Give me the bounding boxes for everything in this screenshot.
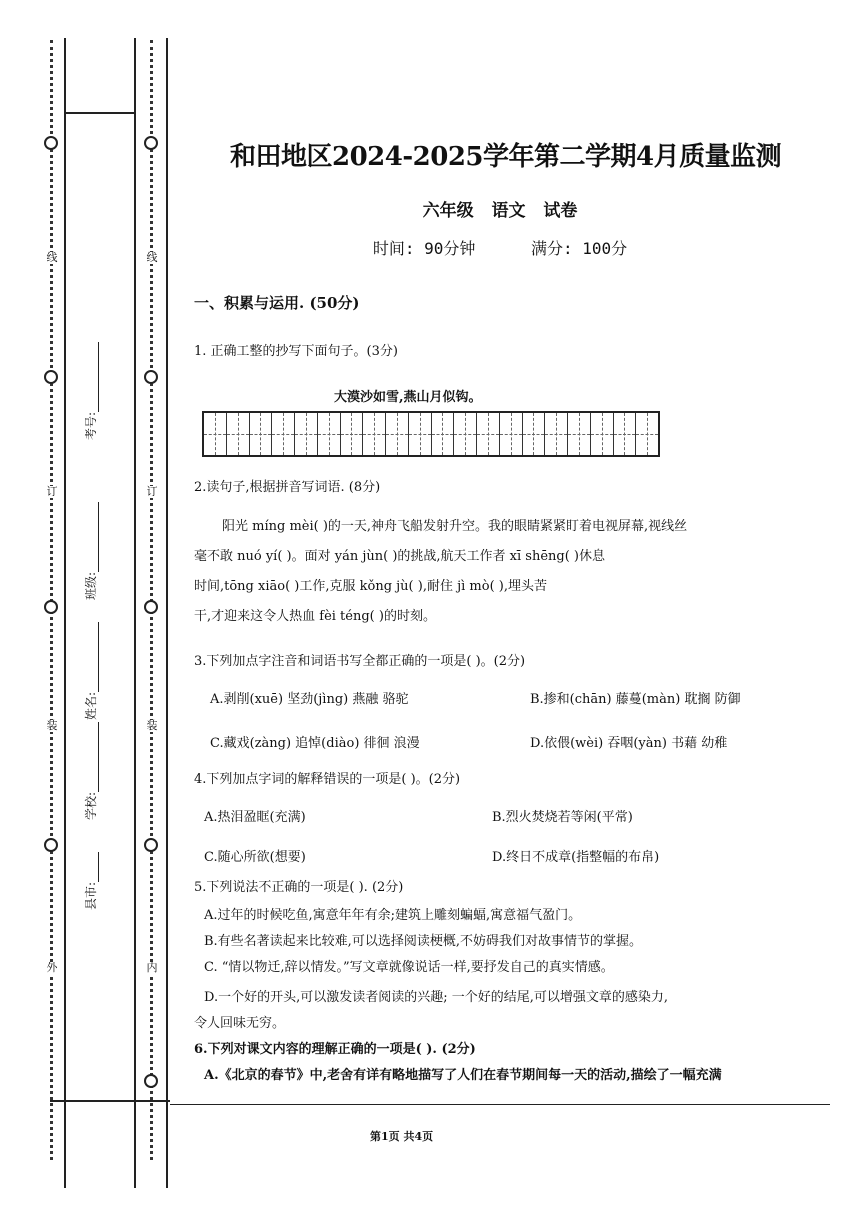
binding-circle bbox=[144, 600, 158, 614]
county-field[interactable] bbox=[82, 852, 99, 910]
type-label: 试卷 bbox=[543, 201, 578, 221]
q2-line: 时间,tōng xiāo( )工作,克服 kǒng jù( ),耐住 jì mò( ),埋头苦 bbox=[194, 579, 547, 594]
margin-mark: 线 bbox=[46, 251, 58, 264]
question-3: 3.下列加点字注音和词语书写全都正确的一项是( )。(2分) bbox=[194, 654, 526, 669]
q5-option-a[interactable]: A.过年的时候吃鱼,寓意年年有余;建筑上雕刻蝙蝠,寓意福气盈门。 bbox=[204, 908, 582, 923]
q5-option-d-cont: 令人回味无穷。 bbox=[194, 1016, 286, 1031]
q2-line: 干,才迎来这令人热血 fèi téng( )的时刻。 bbox=[194, 609, 436, 624]
name-label: 姓名: bbox=[84, 691, 98, 720]
margin-hline bbox=[66, 112, 134, 114]
county-label: 县市: bbox=[84, 881, 98, 910]
margin-mark: 线 bbox=[146, 251, 158, 264]
q4-option-d[interactable]: D.终日不成章(指整幅的布帛) bbox=[492, 850, 660, 865]
margin-mark: 外 bbox=[46, 961, 58, 974]
q3-option-d[interactable]: D.依偎(wèi) 吞咽(yàn) 书藉 幼稚 bbox=[530, 736, 728, 751]
page-footer: 第1页 共4页 bbox=[370, 1130, 434, 1143]
footer-divider bbox=[170, 1104, 830, 1105]
binding-circle bbox=[44, 370, 58, 384]
exam-subtitle bbox=[0, 196, 860, 221]
q3-option-a[interactable]: A.剥削(xuē) 坚劲(jìng) 燕融 骆驼 bbox=[210, 692, 409, 707]
margin-mark: 内 bbox=[146, 961, 158, 974]
q4-option-b[interactable]: B.烈火焚烧若等闲(平常) bbox=[492, 810, 633, 825]
time-info bbox=[0, 236, 860, 259]
section-heading: 一、积累与运用. (50分) bbox=[194, 294, 360, 312]
margin-mark: 装 bbox=[46, 719, 58, 732]
name-field[interactable] bbox=[82, 622, 99, 720]
q2-line: 毫不敢 nuó yí( )。面对 yán jùn( )的挑战,航天工作者 xī shēng( )休息 bbox=[194, 549, 605, 564]
binding-circle bbox=[144, 1074, 158, 1088]
school-field[interactable] bbox=[82, 722, 99, 820]
q4-option-c[interactable]: C.随心所欲(想要) bbox=[204, 850, 306, 865]
margin-mark: 订 bbox=[46, 485, 58, 498]
question-6: 6.下列对课文内容的理解正确的一项是( ). (2分) bbox=[194, 1042, 476, 1057]
time-limit: 时间: 90分钟 bbox=[372, 239, 476, 258]
copy-sentence: 大漠沙如雪,燕山月似钩。 bbox=[334, 390, 482, 405]
class-field[interactable] bbox=[82, 502, 99, 600]
question-2: 2.读句子,根据拼音写词语. (8分) bbox=[194, 480, 381, 495]
q5-option-d[interactable]: D.一个好的开头,可以激发读者阅读的兴趣; 一个好的结尾,可以增强文章的感染力, bbox=[204, 990, 669, 1005]
binding-circle bbox=[44, 600, 58, 614]
subject-label: 语文 bbox=[491, 201, 526, 221]
q4-option-a[interactable]: A.热泪盈眶(充满) bbox=[204, 810, 306, 825]
binding-circle bbox=[144, 370, 158, 384]
q3-option-c[interactable]: C.藏戏(zàng) 追悼(diào) 徘徊 浪漫 bbox=[210, 736, 420, 751]
binding-circle bbox=[144, 136, 158, 150]
question-5: 5.下列说法不正确的一项是( ). (2分) bbox=[194, 880, 404, 895]
exam-no-label: 考号: bbox=[84, 411, 98, 440]
q5-option-b[interactable]: B.有些名著读起来比较难,可以选择阅读梗概,不妨碍我们对故事情节的掌握。 bbox=[204, 934, 642, 949]
margin-mark: 装 bbox=[146, 719, 158, 732]
question-1: 1. 正确工整的抄写下面句子。(3分) bbox=[194, 344, 398, 359]
q2-line: 阳光 míng mèi( )的一天,神舟飞船发射升空。我的眼睛紧紧盯着电视屏幕,视线丝 bbox=[222, 519, 688, 534]
grade-label: 六年级 bbox=[422, 201, 474, 221]
margin-hline-bottom bbox=[50, 1100, 170, 1102]
exam-title: 和田地区2024-2025学年第二学期4月质量监测 bbox=[230, 142, 782, 172]
exam-no-field[interactable] bbox=[82, 342, 99, 440]
binding-circle bbox=[144, 838, 158, 852]
binding-circle bbox=[44, 136, 58, 150]
margin-mark: 订 bbox=[146, 485, 158, 498]
class-label: 班级: bbox=[84, 571, 98, 600]
writing-grid[interactable] bbox=[202, 411, 660, 457]
q6-option-a[interactable]: A.《北京的春节》中,老舍有详有略地描写了人们在春节期间每一天的活动,描绘了一幅充满 bbox=[204, 1068, 722, 1083]
question-4: 4.下列加点字词的解释错误的一项是( )。(2分) bbox=[194, 772, 461, 787]
full-score: 满分: 100分 bbox=[531, 239, 628, 258]
school-label: 学校: bbox=[84, 791, 98, 820]
q3-option-b[interactable]: B.掺和(chān) 藤蔓(màn) 耽搁 防御 bbox=[530, 692, 741, 707]
binding-circle bbox=[44, 838, 58, 852]
q5-option-c[interactable]: C. “情以物迁,辞以情发。”写文章就像说话一样,要抒发自己的真实情感。 bbox=[204, 960, 614, 975]
